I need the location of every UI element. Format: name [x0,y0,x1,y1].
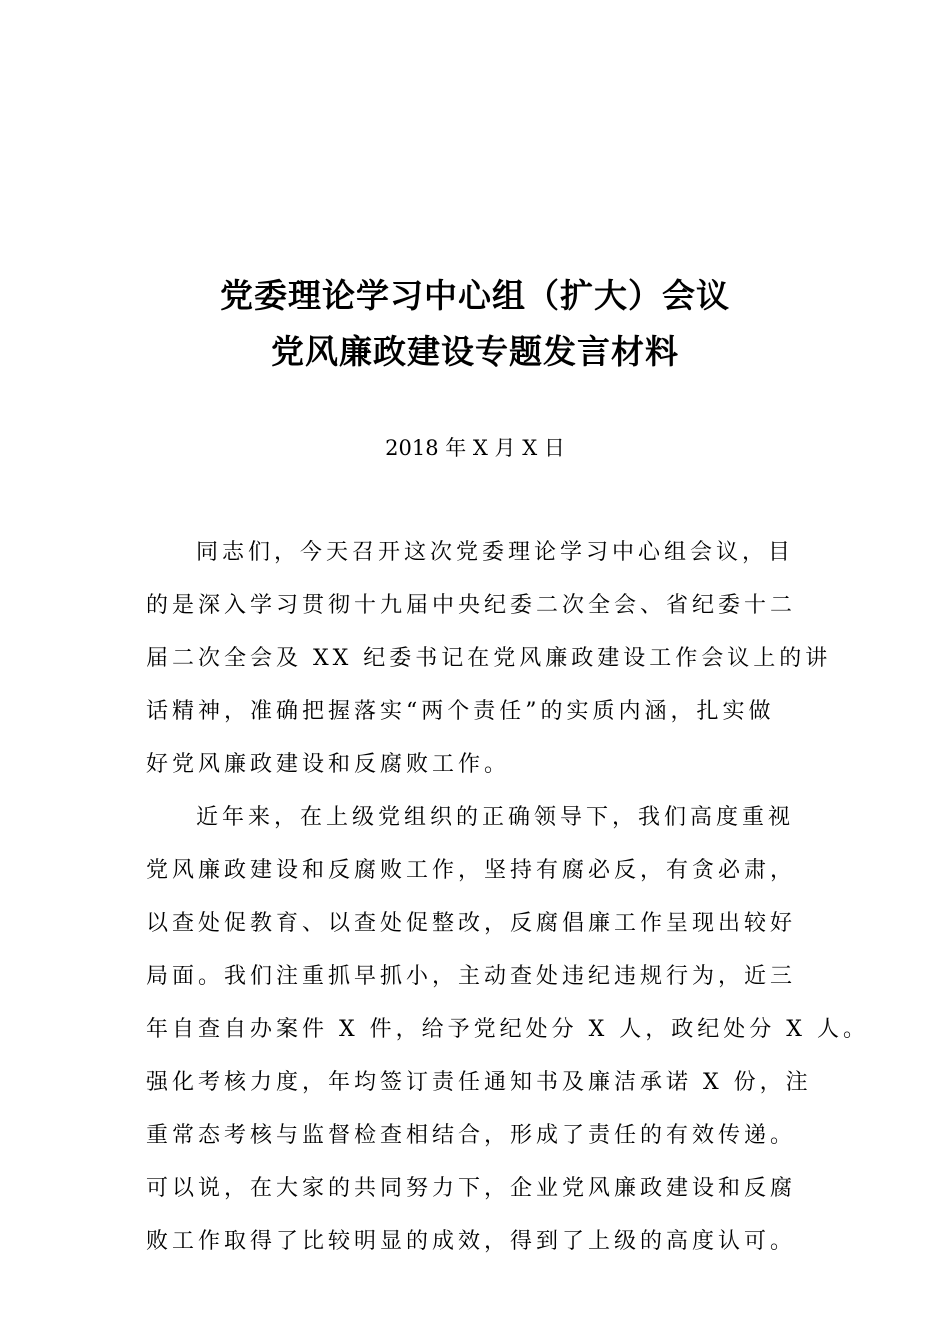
document-title [0,268,950,380]
title-line-1: 党委理论学习中心组（扩大）会议 [220,276,730,315]
document-date: 2018 年 X 月 X 日 [385,436,565,460]
paragraph-line: 的是深入学习贯彻十九届中央纪委二次全会、省纪委十二 [146,593,797,618]
paragraph-line: 年自查自办案件 X 件，给予党纪处分 X 人，政纪处分 X 人。 [146,1017,869,1042]
paragraph-line: 好党风廉政建设和反腐败工作。 [146,752,511,777]
paragraph-line: 强化考核力度，年均签订责任通知书及廉洁承诺 X 份，注 [146,1070,812,1095]
paragraph-line: 话精神，准确把握落实“两个责任”的实质内涵，扎实做 [146,699,775,724]
paragraph-line: 以查处促教育、以查处促整改，反腐倡廉工作呈现出较好 [146,911,797,936]
paragraph-line: 同志们，今天召开这次党委理论学习中心组会议，目 [196,540,795,565]
paragraph-line: 党风廉政建设和反腐败工作，坚持有腐必反，有贪必肃， [146,858,797,883]
document-body [146,526,869,1268]
paragraph-line: 届二次全会及 XX 纪委书记在党风廉政建设工作会议上的讲 [146,646,832,671]
paragraph-line: 重常态考核与监督检查相结合，形成了责任的有效传递。 [146,1123,797,1148]
paragraph-line: 局面。我们注重抓早抓小，主动查处违纪违规行为，近三 [146,964,797,989]
paragraph-line: 近年来，在上级党组织的正确领导下，我们高度重视 [196,805,795,830]
title-line-2: 党风廉政建设专题发言材料 [271,332,679,371]
paragraph-line: 可以说，在大家的共同努力下，企业党风廉政建设和反腐 [146,1176,797,1201]
paragraph-line: 败工作取得了比较明显的成效，得到了上级的高度认可。 [146,1229,797,1254]
